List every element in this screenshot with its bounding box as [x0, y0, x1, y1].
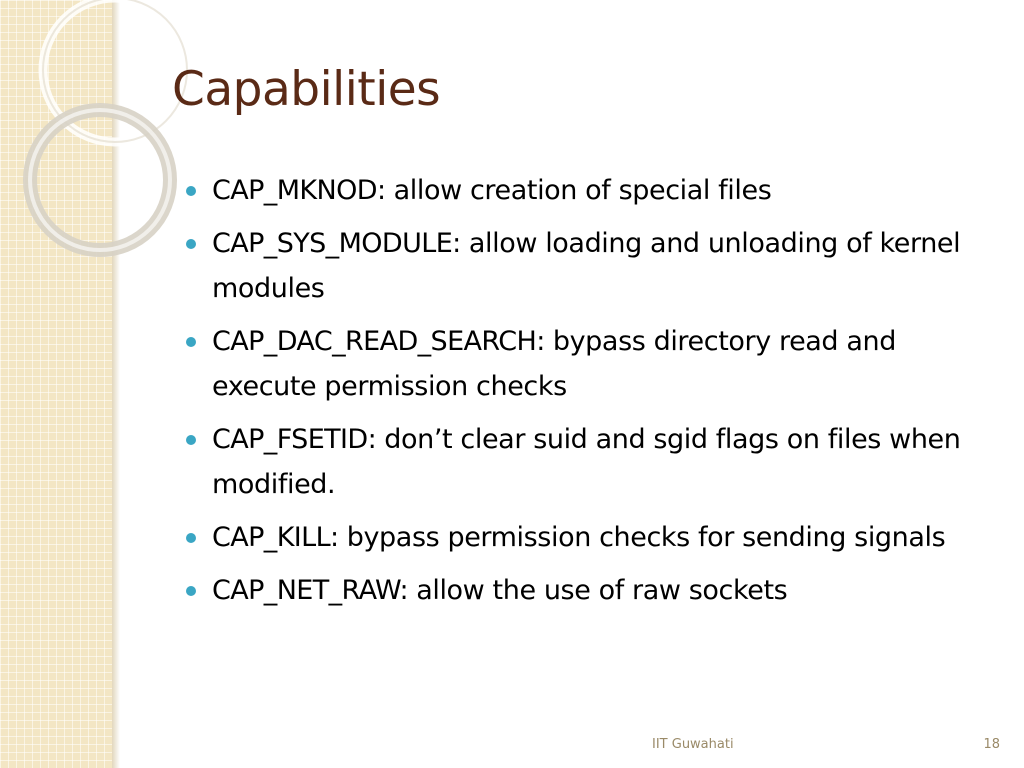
capability-name: CAP_MKNOD:	[212, 175, 386, 206]
bullet-dot-icon	[186, 337, 196, 347]
bullet-dot-icon	[186, 186, 196, 196]
capability-name: CAP_NET_RAW:	[212, 575, 409, 606]
capability-description: allow creation of special files	[385, 175, 772, 206]
list-item-cap-fsetid	[186, 417, 986, 507]
capability-description: allow the use of raw sockets	[408, 575, 788, 606]
capability-name: CAP_FSETID:	[212, 424, 377, 455]
list-item-cap-sys-module	[186, 221, 986, 311]
capability-description: allow loading and unloading of kernel modules	[212, 228, 961, 304]
footer-organization: IIT Guwahati	[652, 737, 734, 752]
bullet-dot-icon	[186, 435, 196, 445]
list-item-cap-mknod	[186, 168, 986, 213]
list-item-cap-net-raw	[186, 568, 986, 613]
page-number: 18	[983, 737, 1000, 752]
capability-description: bypass directory read and execute permission checks	[212, 326, 896, 402]
decorative-circle-small-highlight	[30, 110, 170, 250]
capability-description: don’t clear suid and sgid flags on files when modified.	[212, 424, 961, 500]
bullet-dot-icon	[186, 586, 196, 596]
bullet-dot-icon	[186, 533, 196, 543]
list-item-cap-kill	[186, 515, 986, 560]
decorative-circles	[0, 0, 200, 260]
list-item-cap-dac-read-search	[186, 319, 986, 409]
capabilities-list	[186, 168, 986, 621]
capability-description: bypass permission checks for sending signals	[338, 522, 946, 553]
slide-title: Capabilities	[172, 62, 441, 117]
capability-name: CAP_DAC_READ_SEARCH:	[212, 326, 545, 357]
bullet-dot-icon	[186, 239, 196, 249]
capability-name: CAP_SYS_MODULE:	[212, 228, 461, 259]
capability-name: CAP_KILL:	[212, 522, 339, 553]
